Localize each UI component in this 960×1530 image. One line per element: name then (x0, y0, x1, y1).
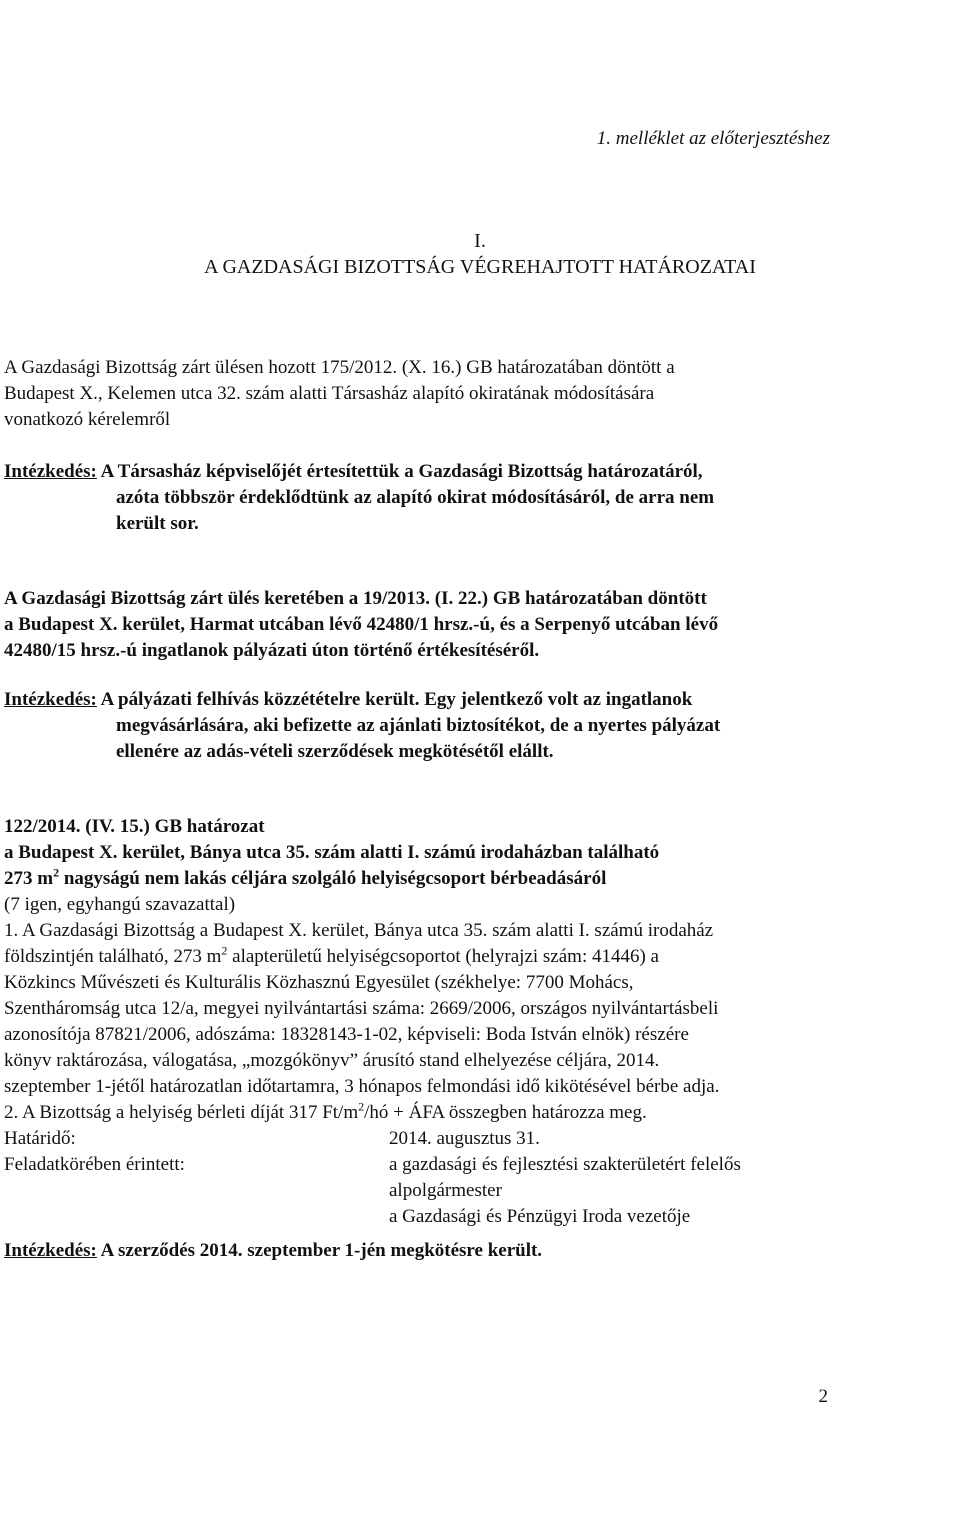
page-number: 2 (818, 1386, 828, 1407)
item3-p1-line7: szeptember 1-jétől határozatlan időtartamra, 3 hónapos felmondási idő kikötésével bérbe adja. (4, 1076, 720, 1097)
item3-p1-line2: földszintjén található, 273 $m^2$ alapterületű helyiségcsoportot (helyrajzi szám: 41446) a (4, 943, 659, 967)
responsible-label: Feladatkörében érintett: (4, 1154, 185, 1175)
responsible-1: a gazdasági és fejlesztési szakterületért felelős (389, 1154, 741, 1175)
item3-vote: (7 igen, egyhangú szavazattal) (4, 894, 236, 915)
section-title: A GAZDASÁGI BIZOTTSÁG VÉGREHAJTOTT HATÁROZATAI (204, 256, 756, 278)
item1-measure-line1: A Társasház képviselőjét értesítettük a Gazdasági Bizottság határozatáról, (96, 461, 703, 482)
item1-measure-line3: került sor. (116, 513, 199, 534)
section-number: I. (474, 230, 486, 252)
responsible-3: a Gazdasági és Pénzügyi Iroda vezetője (389, 1206, 691, 1227)
item1-line1: A Gazdasági Bizottság zárt ülésen hozott 175/2012. (X. 16.) GB határozatában döntött a (4, 357, 675, 378)
item1-line3: vonatkozó kérelemről (4, 409, 171, 430)
item2-measure-line1: A pályázati felhívás közzétételre került. Egy jelentkező volt az ingatlanok (96, 689, 693, 710)
item3-measure-text: A szerződés 2014. szeptember 1-jén megkötésre került. (96, 1240, 543, 1261)
measure-label: Intézkedés: (4, 461, 97, 482)
item3-p1-line3: Közkincs Művészeti és Kulturális Közhasznú Egyesület (székhelye: 7700 Mohács, (4, 972, 634, 993)
item3-p1-line4: Szentháromság utca 12/a, megyei nyilvántartási száma: 2669/2006, országos nyilvántartásbeli (4, 998, 719, 1019)
item3-subject-line1: a Budapest X. kerület, Bánya utca 35. szám alatti I. számú irodaházban található (4, 842, 660, 863)
item2-decision (4, 586, 824, 664)
item1-measure-line2: azóta többször érdeklődtünk az alapító okirat módosításáról, de arra nem (116, 487, 715, 508)
item3-p2: 2. A Bizottság a helyiség bérleti díját 317 $Ft/m^2/hó$ + ÁFA összegben határozza meg. (4, 1099, 647, 1123)
item3-number: 122/2014. (IV. 15.) GB határozat (4, 816, 265, 837)
item2-measure-line2: megvásárlására, aki befizette az ajánlati biztosítékot, de a nyertes pályázat (116, 715, 721, 736)
item2-line1: A Gazdasági Bizottság zárt ülés keretében a 19/2013. (I. 22.) GB határozatában döntött (4, 588, 707, 609)
measure-label: Intézkedés: (4, 1240, 97, 1261)
item3-subject-line2: 273 $m^2$ nagyságú nem lakás céljára szolgáló helyiségcsoport bérbeadásáról (4, 865, 607, 889)
item2-measure-line3: ellenére az adás-vételi szerződések megkötésétől elállt. (116, 741, 554, 762)
attachment-note: 1. melléklet az előterjesztéshez (596, 128, 830, 149)
item3-measure (4, 1238, 824, 1264)
item3-p1-line5: azonosítója 87821/2006, adószáma: 18328143-1-02, képviseli: Boda István elnök) részére (4, 1024, 689, 1045)
item1-decision (4, 355, 824, 433)
item2-line2: a Budapest X. kerület, Harmat utcában lévő 42480/1 hrsz.-ú, és a Serpenyő utcában lévő (4, 614, 719, 635)
item3-p1-line6: könyv raktározása, válogatása, „mozgókönyv” árusító stand elhelyezése céljára, 2014. (4, 1050, 660, 1071)
deadline-value: 2014. augusztus 31. (389, 1128, 540, 1149)
deadline-row (4, 1126, 824, 1152)
item2-measure (4, 687, 824, 765)
item3-p1-line1: 1. A Gazdasági Bizottság a Budapest X. kerület, Bánya utca 35. szám alatti I. számú irodaház (4, 920, 714, 941)
item3-decision (4, 814, 824, 1230)
measure-label: Intézkedés: (4, 689, 97, 710)
item1-measure (4, 459, 824, 537)
responsible-row (4, 1152, 824, 1230)
deadline-label: Határidő: (4, 1128, 76, 1149)
item1-line2: Budapest X., Kelemen utca 32. szám alatti Társasház alapító okiratának módosítására (4, 383, 655, 404)
responsible-2: alpolgármester (389, 1180, 502, 1201)
item2-line3: 42480/15 hrsz.-ú ingatlanok pályázati úton történő értékesítéséről. (4, 640, 540, 661)
